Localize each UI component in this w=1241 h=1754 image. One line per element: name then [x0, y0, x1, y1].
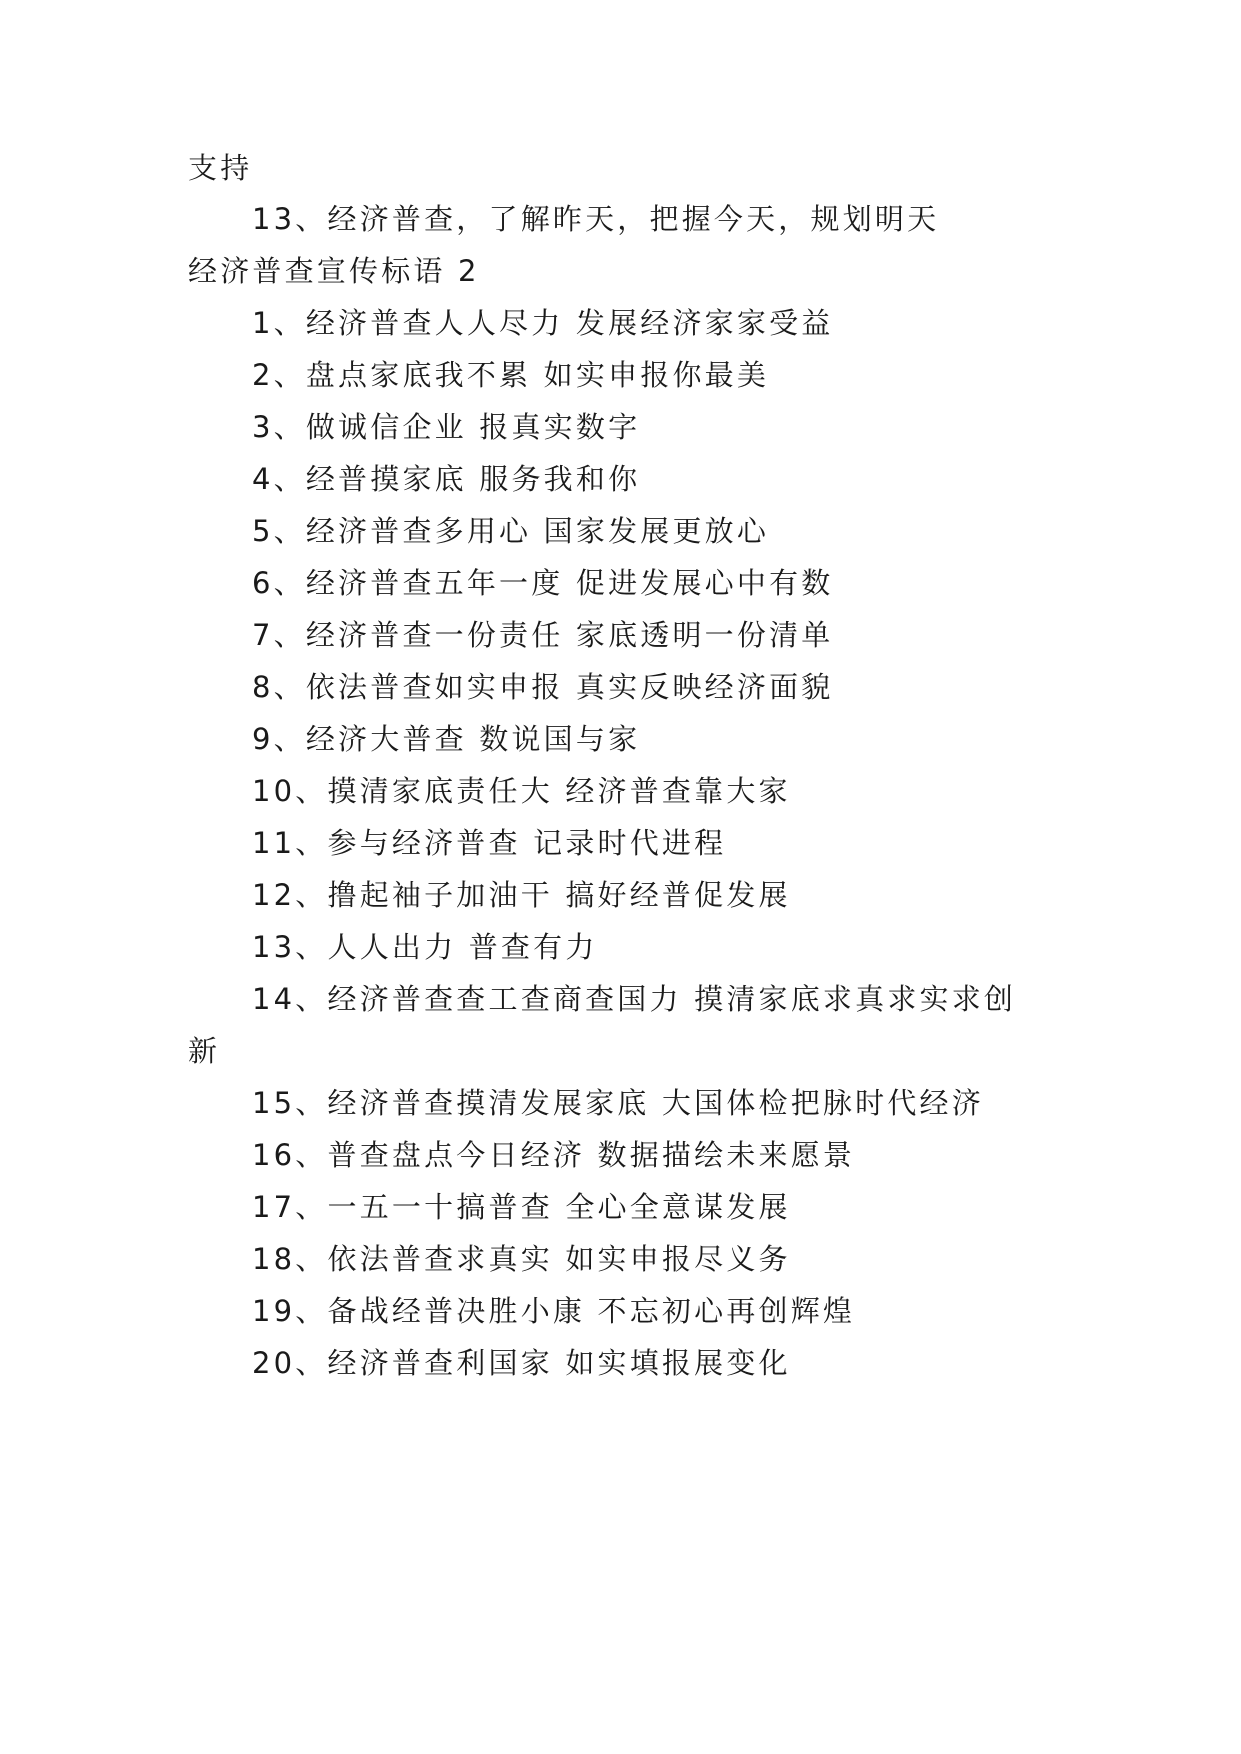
list-item: 6、经济普查五年一度 促进发展心中有数: [252, 566, 834, 600]
list-item: 14、经济普查查工查商查国力 摸清家底求真求实求创: [252, 982, 1017, 1016]
section-heading: 经济普查宣传标语 2: [188, 254, 480, 288]
list-item: 5、经济普查多用心 国家发展更放心: [252, 514, 770, 548]
list-item: 8、依法普查如实申报 真实反映经济面貌: [252, 670, 834, 704]
list-item: 13、经济普查，了解昨天，把握今天，规划明天: [252, 202, 940, 236]
list-item: 15、经济普查摸清发展家底 大国体检把脉时代经济: [252, 1086, 984, 1120]
list-item: 20、经济普查利国家 如实填报展变化: [252, 1346, 791, 1380]
list-item: 17、一五一十搞普查 全心全意谋发展: [252, 1190, 791, 1224]
list-item-wrap: 新: [188, 1034, 221, 1068]
list-item: 7、经济普查一份责任 家底透明一份清单: [252, 618, 834, 652]
list-item: 18、依法普查求真实 如实申报尽义务: [252, 1242, 791, 1276]
list-item: 1、经济普查人人尽力 发展经济家家受益: [252, 306, 834, 340]
list-item: 11、参与经济普查 记录时代进程: [252, 826, 727, 860]
list-item: 16、普查盘点今日经济 数据描绘未来愿景: [252, 1138, 856, 1172]
list-item: 12、撸起袖子加油干 搞好经普促发展: [252, 878, 791, 912]
list-item: 3、做诚信企业 报真实数字: [252, 410, 641, 444]
list-item: 10、摸清家底责任大 经济普查靠大家: [252, 774, 791, 808]
continuation-text: 支持: [188, 151, 253, 185]
list-item: 19、备战经普决胜小康 不忘初心再创辉煌: [252, 1294, 856, 1328]
list-item: 13、人人出力 普查有力: [252, 930, 598, 964]
list-item: 4、经普摸家底 服务我和你: [252, 462, 641, 496]
list-item: 9、经济大普查 数说国与家: [252, 722, 641, 756]
list-item: 2、盘点家底我不累 如实申报你最美: [252, 358, 770, 392]
